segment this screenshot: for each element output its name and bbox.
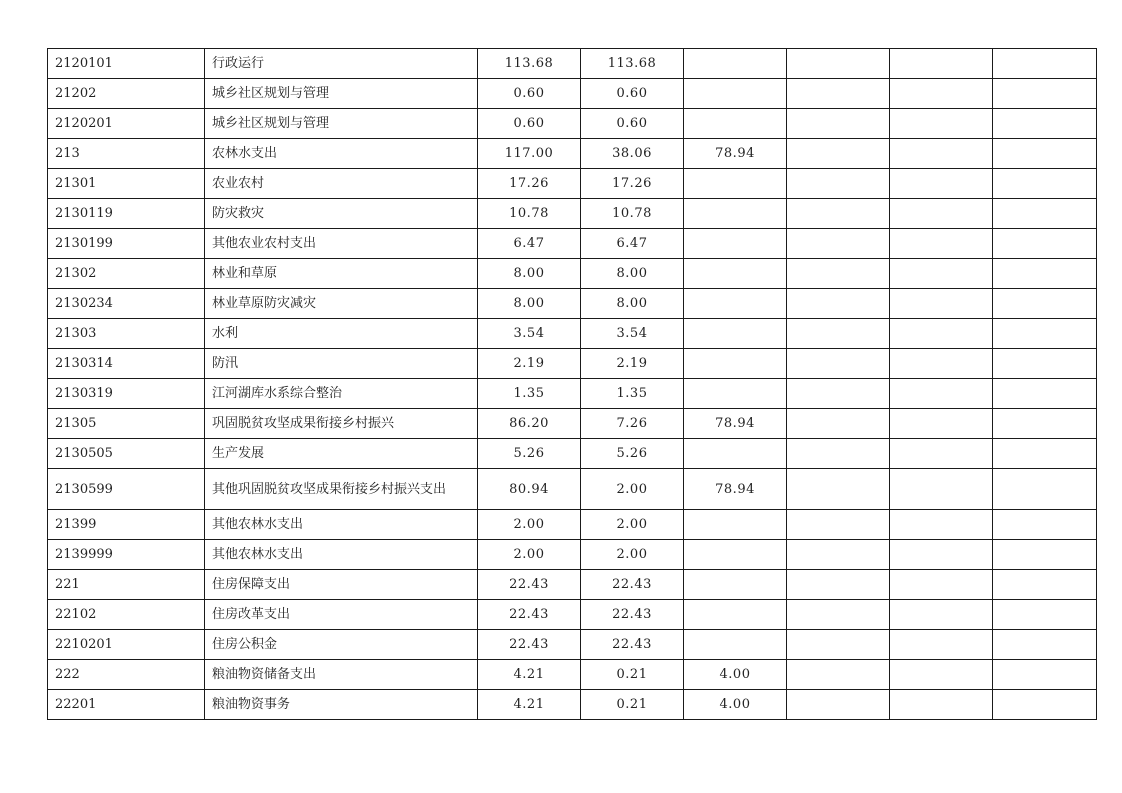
budget-table [47, 48, 1097, 720]
cell-code: 2120101 [48, 49, 205, 79]
cell-total: 2.00 [478, 510, 581, 540]
cell-col7 [890, 570, 993, 600]
table-row [48, 540, 1097, 570]
cell-col6 [787, 139, 890, 169]
table-row [48, 79, 1097, 109]
cell-col7 [890, 600, 993, 630]
cell-basic: 2.19 [581, 349, 684, 379]
cell-total: 4.21 [478, 690, 581, 720]
table-row [48, 49, 1097, 79]
cell-col6 [787, 79, 890, 109]
cell-code: 2130199 [48, 229, 205, 259]
cell-col8 [993, 510, 1097, 540]
cell-total: 2.00 [478, 540, 581, 570]
cell-total: 113.68 [478, 49, 581, 79]
cell-item-name: 行政运行 [205, 49, 478, 79]
cell-project [684, 379, 787, 409]
cell-col6 [787, 600, 890, 630]
cell-code: 2130505 [48, 439, 205, 469]
table-row [48, 469, 1097, 510]
cell-code: 2130234 [48, 289, 205, 319]
cell-basic: 2.00 [581, 540, 684, 570]
table-row [48, 199, 1097, 229]
cell-basic: 7.26 [581, 409, 684, 439]
cell-col8 [993, 660, 1097, 690]
cell-col8 [993, 600, 1097, 630]
cell-col7 [890, 409, 993, 439]
cell-project [684, 229, 787, 259]
cell-total: 3.54 [478, 319, 581, 349]
cell-item-name: 城乡社区规划与管理 [205, 109, 478, 139]
cell-col8 [993, 139, 1097, 169]
cell-project [684, 439, 787, 469]
cell-col7 [890, 319, 993, 349]
cell-col8 [993, 319, 1097, 349]
cell-item-name: 其他农林水支出 [205, 540, 478, 570]
cell-col7 [890, 690, 993, 720]
cell-item-name: 防灾救灾 [205, 199, 478, 229]
cell-col6 [787, 109, 890, 139]
cell-item-name: 林业草原防灾减灾 [205, 289, 478, 319]
cell-basic: 0.60 [581, 109, 684, 139]
cell-col8 [993, 289, 1097, 319]
cell-basic: 8.00 [581, 259, 684, 289]
cell-col7 [890, 289, 993, 319]
cell-col7 [890, 510, 993, 540]
cell-project [684, 319, 787, 349]
table-row [48, 660, 1097, 690]
cell-col7 [890, 199, 993, 229]
cell-basic: 22.43 [581, 630, 684, 660]
cell-code: 2130314 [48, 349, 205, 379]
cell-col8 [993, 49, 1097, 79]
cell-total: 8.00 [478, 259, 581, 289]
cell-item-name: 住房公积金 [205, 630, 478, 660]
cell-total: 6.47 [478, 229, 581, 259]
cell-col6 [787, 570, 890, 600]
cell-col7 [890, 630, 993, 660]
cell-item-name: 其他农林水支出 [205, 510, 478, 540]
cell-item-name: 农业农村 [205, 169, 478, 199]
cell-item-name: 住房保障支出 [205, 570, 478, 600]
cell-col8 [993, 570, 1097, 600]
cell-col6 [787, 690, 890, 720]
table-row [48, 439, 1097, 469]
cell-basic: 0.21 [581, 690, 684, 720]
cell-code: 2120201 [48, 109, 205, 139]
cell-total: 0.60 [478, 79, 581, 109]
cell-code: 21303 [48, 319, 205, 349]
cell-col6 [787, 199, 890, 229]
cell-project [684, 49, 787, 79]
cell-col8 [993, 409, 1097, 439]
cell-total: 117.00 [478, 139, 581, 169]
cell-code: 2130119 [48, 199, 205, 229]
cell-col8 [993, 229, 1097, 259]
cell-col6 [787, 259, 890, 289]
table-row [48, 600, 1097, 630]
cell-total: 8.00 [478, 289, 581, 319]
cell-col8 [993, 349, 1097, 379]
cell-total: 4.21 [478, 660, 581, 690]
cell-basic: 2.00 [581, 469, 684, 510]
cell-col6 [787, 349, 890, 379]
cell-item-name: 其他农业农村支出 [205, 229, 478, 259]
table-row [48, 109, 1097, 139]
cell-col7 [890, 79, 993, 109]
cell-item-name: 林业和草原 [205, 259, 478, 289]
cell-total: 0.60 [478, 109, 581, 139]
cell-project: 78.94 [684, 469, 787, 510]
cell-basic: 0.60 [581, 79, 684, 109]
cell-col6 [787, 469, 890, 510]
cell-col7 [890, 469, 993, 510]
cell-project: 78.94 [684, 409, 787, 439]
cell-col7 [890, 169, 993, 199]
cell-item-name: 其他巩固脱贫攻坚成果衔接乡村振兴支出 [205, 469, 478, 510]
cell-project [684, 349, 787, 379]
cell-col7 [890, 49, 993, 79]
cell-code: 22201 [48, 690, 205, 720]
cell-basic: 2.00 [581, 510, 684, 540]
table-row [48, 319, 1097, 349]
cell-item-name: 粮油物资事务 [205, 690, 478, 720]
cell-total: 22.43 [478, 570, 581, 600]
cell-col8 [993, 199, 1097, 229]
cell-col7 [890, 379, 993, 409]
cell-item-name: 水利 [205, 319, 478, 349]
cell-col6 [787, 169, 890, 199]
cell-total: 22.43 [478, 600, 581, 630]
cell-col8 [993, 259, 1097, 289]
cell-col8 [993, 469, 1097, 510]
cell-col6 [787, 319, 890, 349]
cell-code: 22102 [48, 600, 205, 630]
table-row [48, 259, 1097, 289]
cell-code: 221 [48, 570, 205, 600]
cell-code: 21305 [48, 409, 205, 439]
cell-item-name: 巩固脱贫攻坚成果衔接乡村振兴 [205, 409, 478, 439]
cell-code: 21399 [48, 510, 205, 540]
cell-item-name: 江河湖库水系综合整治 [205, 379, 478, 409]
cell-col8 [993, 169, 1097, 199]
cell-col7 [890, 439, 993, 469]
cell-basic: 113.68 [581, 49, 684, 79]
cell-col8 [993, 379, 1097, 409]
cell-project [684, 510, 787, 540]
cell-total: 10.78 [478, 199, 581, 229]
cell-col6 [787, 229, 890, 259]
cell-col8 [993, 630, 1097, 660]
cell-basic: 8.00 [581, 289, 684, 319]
cell-basic: 38.06 [581, 139, 684, 169]
cell-project: 78.94 [684, 139, 787, 169]
cell-project [684, 169, 787, 199]
cell-total: 17.26 [478, 169, 581, 199]
cell-code: 21301 [48, 169, 205, 199]
cell-project [684, 540, 787, 570]
cell-col7 [890, 349, 993, 379]
table-body [48, 49, 1097, 720]
cell-col8 [993, 540, 1097, 570]
table-row [48, 409, 1097, 439]
table-row [48, 379, 1097, 409]
cell-col8 [993, 690, 1097, 720]
cell-col7 [890, 540, 993, 570]
cell-col7 [890, 139, 993, 169]
cell-col6 [787, 510, 890, 540]
cell-col6 [787, 630, 890, 660]
cell-code: 213 [48, 139, 205, 169]
cell-item-name: 城乡社区规划与管理 [205, 79, 478, 109]
cell-project [684, 79, 787, 109]
cell-project [684, 259, 787, 289]
cell-total: 1.35 [478, 379, 581, 409]
cell-col8 [993, 109, 1097, 139]
cell-basic: 22.43 [581, 600, 684, 630]
cell-item-name: 生产发展 [205, 439, 478, 469]
table-row [48, 690, 1097, 720]
cell-item-name: 粮油物资储备支出 [205, 660, 478, 690]
cell-col6 [787, 409, 890, 439]
table-row [48, 229, 1097, 259]
cell-basic: 17.26 [581, 169, 684, 199]
table-row [48, 570, 1097, 600]
cell-basic: 0.21 [581, 660, 684, 690]
cell-col7 [890, 229, 993, 259]
cell-project: 4.00 [684, 660, 787, 690]
cell-col6 [787, 439, 890, 469]
cell-code: 21202 [48, 79, 205, 109]
cell-code: 222 [48, 660, 205, 690]
cell-code: 2130599 [48, 469, 205, 510]
cell-item-name: 防汛 [205, 349, 478, 379]
cell-col7 [890, 660, 993, 690]
cell-col6 [787, 660, 890, 690]
cell-item-name: 农林水支出 [205, 139, 478, 169]
cell-project [684, 630, 787, 660]
cell-basic: 10.78 [581, 199, 684, 229]
table-row [48, 349, 1097, 379]
cell-total: 22.43 [478, 630, 581, 660]
cell-basic: 1.35 [581, 379, 684, 409]
table-row [48, 630, 1097, 660]
cell-basic: 22.43 [581, 570, 684, 600]
cell-col7 [890, 109, 993, 139]
cell-project [684, 600, 787, 630]
cell-code: 21302 [48, 259, 205, 289]
cell-total: 86.20 [478, 409, 581, 439]
cell-basic: 6.47 [581, 229, 684, 259]
cell-project [684, 109, 787, 139]
cell-total: 5.26 [478, 439, 581, 469]
cell-total: 80.94 [478, 469, 581, 510]
cell-col6 [787, 379, 890, 409]
cell-col8 [993, 439, 1097, 469]
cell-project [684, 289, 787, 319]
cell-code: 2130319 [48, 379, 205, 409]
cell-item-name: 住房改革支出 [205, 600, 478, 630]
cell-project [684, 199, 787, 229]
cell-code: 2139999 [48, 540, 205, 570]
cell-project [684, 570, 787, 600]
cell-basic: 5.26 [581, 439, 684, 469]
cell-col8 [993, 79, 1097, 109]
cell-basic: 3.54 [581, 319, 684, 349]
table-row [48, 139, 1097, 169]
table-row [48, 289, 1097, 319]
cell-col6 [787, 289, 890, 319]
cell-col6 [787, 540, 890, 570]
cell-project: 4.00 [684, 690, 787, 720]
cell-col7 [890, 259, 993, 289]
table-row [48, 510, 1097, 540]
table-row [48, 169, 1097, 199]
cell-code: 2210201 [48, 630, 205, 660]
cell-total: 2.19 [478, 349, 581, 379]
cell-col6 [787, 49, 890, 79]
